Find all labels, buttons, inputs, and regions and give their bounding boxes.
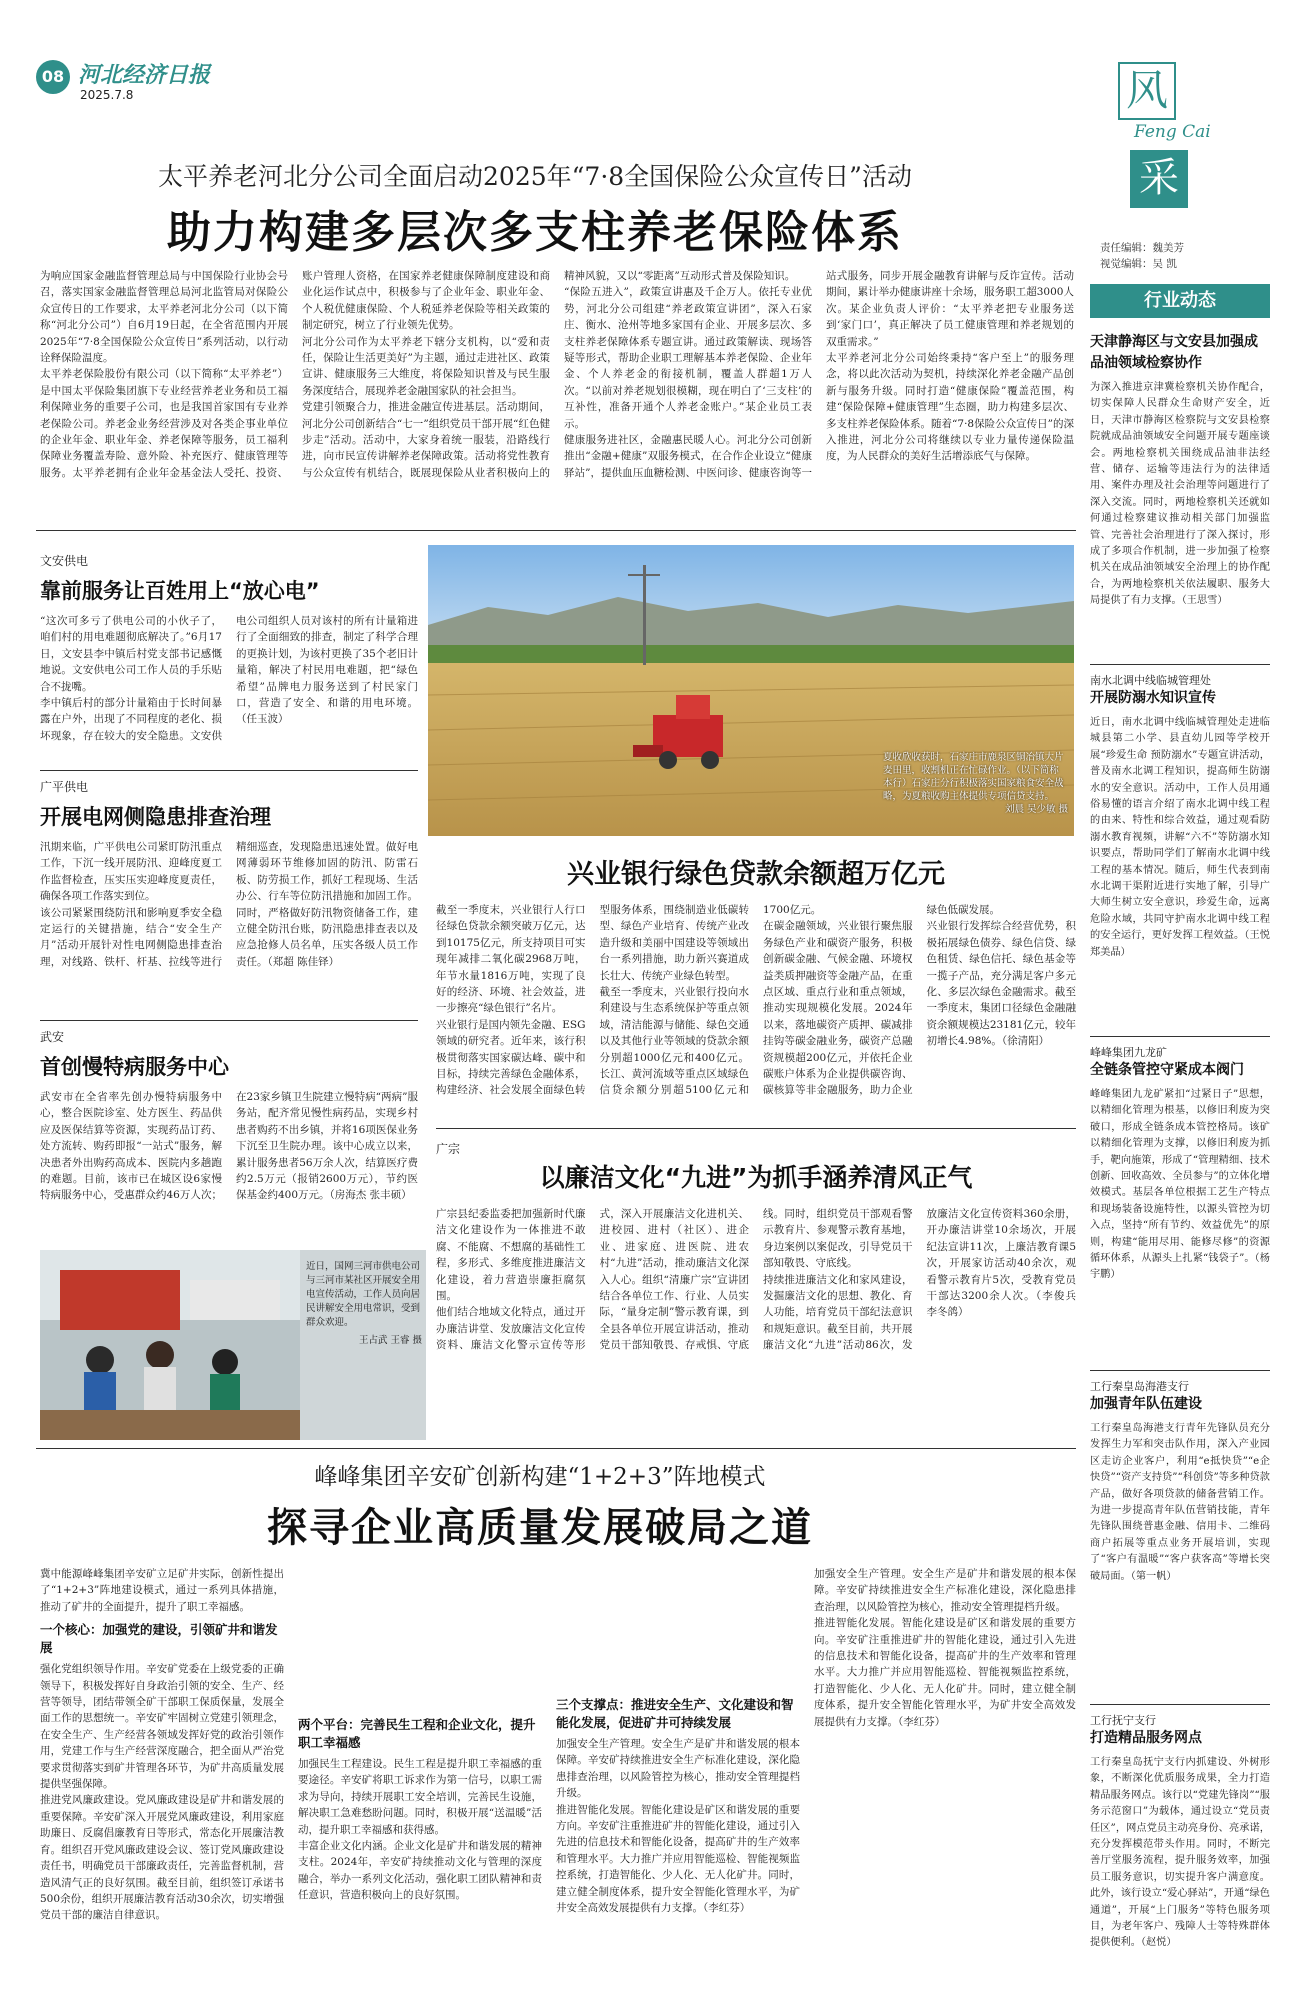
bottom-subhead-1: 一个核心：加强党的建设，引领矿井和谐发展 — [40, 1622, 278, 1656]
right-column — [1090, 284, 1274, 1984]
bottom-headline: 探寻企业高质量发展破局之道 — [267, 1505, 813, 1551]
issue-date: 2025.7.8 — [80, 88, 134, 102]
right-item-1-title: 天津静海区与文安县加强成品油领域检察协作 — [1090, 334, 1258, 371]
lead-kicker: 太平养老河北分公司全面启动2025年“7·8全国保险公众宣传日”活动 — [158, 162, 912, 191]
lead-body: 为响应国家金融监督管理总局与中国保险行业协会号召，落实国家金融监督管理总局河北监管局对保险公众宣传日的工作要求，太平养老河北分公司（以下简称“河北分公司”）自6月19日起，在全省范围内开展2025年“7·8全国保险公众宣传日”系列活动，以行动诠释保险温度。 太平养老保险股份有限公司（以下简称“太平养老”）是中国太平保险集团旗下专业经营养老业务和员工福利保障业务的重要子公司，也是我国首家国有专业养老保险公司。养老金业务经营涉及对各类企事业单位的企业年金、职业年金、养老保障等服务，员工福利保障业务覆盖寿险、意外险、补充医疗、健康管理等服务。太平养老拥有企业年金基金法人受托、投资、账户管理人资格，在国家养老健康保障制度建设和商业化运作试点中，积极参与了企业年金、职业年金、个人税优健康保险、个人税延养老保险等相关政策的制定研究，树立了行业领先优势。 河北分公司作为太平养老下辖分支机构，以“爱和责任，保险让生活更美好”为主题，通过走进社区、政策宣讲、健康服务三大维度，将保险知识普及与民生服务深度结合，展现养老金融国家队的社会担当。 党建引领聚合力，推进金融宣传进基层。活动期间，河北分公司创新结合“七一”组织党员干部开展“红色健步走”活动。活动中，大家身着统一服装，沿路线行进，向市民宣传讲解养老保障政策。活动将党性教育与公众宣传有机结合，既展现保险从业者积极向上的精神风貌，又以“零距离”互动形式普及保险知识。 “保险五进入”，政策宣讲惠及千企万人。依托专业优势，河北分公司组建“养老政策宣讲团”，深入石家庄、衡水、沧州等地多家国有企业、开展多层次、多支柱养老保障体系专题宣讲。通过政策解读、现场答疑等形式，帮助企业职工理解基本养老保险、企业年金、个人养老金的衔接机制，覆盖人群超1万人次。“以前对养老规划很模糊，现在明白了‘三支柱’的互补性，准备开通个人养老金账户。”某企业员工表示。 健康服务进社区，金融惠民暖人心。河北分公司创新推出“金融+健康”双服务模式，在合作企业设立“健康驿站”，提供血压血糖检测、中医问诊、健康咨询等一站式服务，同步开展金融教育讲解与反诈宣传。活动期间，累计举办健康讲座十余场，服务职工超3000人次。某企业负责人评价：“太平养老把专业服务送到‘家门口’，真正解决了员工健康管理和养老规划的双重需求。” 太平养老河北分公司始终秉持“客户至上”的服务理念，将以此次活动为契机，持续深化养老金融产品创新与服务升级。同时打造“健康保险”覆盖范围，构建“保险保障+健康管理”生态圈，助力构建多层次、多支柱养老保险体系。随着“7·8保险公众宣传日”的深入推进，河北分公司将继续以专业力量传递保险温度，为人民群众的美好生活增添底气与保障。 — [40, 270, 1074, 479]
harvest-photo-caption: 夏收欣收获时，石家庄市鹿泉区铜冶镇大片麦田里，收割机正在忙碌作业。（以下简称本行）石家庄分行积极落实国家粮食安全战略，为夏粮收购主体提供专项信贷支持。 刘晨 吴少敏 摄 — [883, 752, 1068, 815]
left-story-1-kicker: 文安供电 — [40, 554, 89, 568]
divider — [436, 1128, 1076, 1129]
divider — [36, 1448, 1076, 1449]
right-item-3-body: 峰峰集团九龙矿紧扣“过紧日子”思想，以精细化管理为根基，以修旧利废为突破口，形成全链条成本管控格局。该矿以精细化管理为支撑，以修旧利废为抓手，靶向施策，形成了“管理精细、技术创新、回收高效、全员参与”的立体化增效模式。基层各单位根据工艺生产特点和现场装备设施特性，以源头管控为切入点，坚持“所有节约、效益优先”的原则，构建“能用尽用、能修尽修”的资源循环体系，从源头上扎紧“钱袋子”。（杨宇鹏） — [1090, 1089, 1270, 1281]
paper-name: 河北经济日报 — [78, 62, 211, 88]
community-photo-credit: 王占武 王睿 摄 — [358, 1335, 422, 1346]
right-item-4-kicker: 工行秦皇岛海港支行 — [1090, 1380, 1189, 1393]
bank-story-body: 截至一季度末，兴业银行人行口径绿色贷款余额突破万亿元，达到10175亿元，所支持项目可实现年减排二氧化碳2968万吨，年节水量1816万吨，实现了良好的经济、环境、社会效益，进一步擦亮“绿色银行”名片。 兴业银行是国内领先金融、ESG领域的研究者。近年来，该行积极贯彻落实国家碳达峰、碳中和目标，持续完善绿色金融体系，构建经济、社会发展全面绿色转型服务体系，围绕制造业低碳转型、绿色产业培育、传统产业改造升级和美丽中国建设等领域出台一系列措施，助力新兴赛道成长壮大、传统产业绿色转型。 截至一季度末，兴业银行投向水利建设与生态系统保护等重点领域，清洁能源与储能、绿色交通以及其他行业等领域的贷款余额分别超1000亿元和400亿元。长江、黄河流域等重点区域绿色信贷余额分别超5100亿元和1700亿元。 在碳金融领域，兴业银行聚焦服务绿色产业和碳资产服务，积极创新碳金融、气候金融、环境权益类质押融资等金融产品，在重点区域、重点行业和重点领域，推动实现规模化发展。2024年以来，落地碳资产质押、碳减排挂钩等碳金融业务，碳资产总融资规模超200亿元，并依托企业碳账户体系为企业提供碳咨询、碳核算等非金融服务，助力企业绿色低碳发展。 兴业银行发挥综合经营优势，积极拓展绿色债券、绿色信贷、绿色租赁、绿色信托、绿色基金等一揽子产品，充分满足客户多元化、多层次绿色金融需求。截至一季度末，集团口径绿色金融融资余额规模达23181亿元，较年初增长4.98%。（徐清阳） — [436, 904, 1076, 1097]
industry-news-label: 行业动态 — [1090, 284, 1270, 318]
bottom-intro: 冀中能源峰峰集团辛安矿立足矿井实际，创新性提出了“1+2+3”阵地建设模式，通过一系列具体措施，推动了矿井的全面提升，提升了职工幸福感。 — [40, 1568, 284, 1613]
divider — [1090, 1370, 1270, 1371]
page-number: 08 — [41, 67, 65, 86]
divider — [1090, 664, 1270, 665]
left-story-3-title: 首创慢特病服务中心 — [40, 1055, 229, 1079]
left-story-3-body: 武安市在全省率先创办慢特病服务中心，整合医院诊室、处方医生、药品供应及医保结算等资源，实现药品订药、处方流转、购药即报“一站式”服务，解决患者外出购药高成本、医院内多趟跑的难题。目前，该市已在城区设6家慢特病服务中心，受惠群众约46万人次；在23家乡镇卫生院建立慢特病“两病”服务站，配齐常见慢性病药品，实现乡村患者购药不出乡镇，并将16项医保业务下沉至卫生院办理。该中心成立以来，累计服务患者56万余人次，结算医疗费约2.5万元（报销2600万元），节约医保基金约400万元。（房海杰 张丰硕） — [40, 1091, 418, 1202]
right-item-1-body: 为深入推进京津冀检察机关协作配合，切实保障人民群众生命财产安全，近日，天津市静海区检察院与文安县检察院就成品油领域安全问题开展专题座谈会。两地检察机关围绕成品油非法经营、储存、运输等违法行为的法律适用、案件办理及社会治理等问题进行了深入交流。同时，两地检察机关还就如何通过检察建议推动相关部门加强监管、完善社会治理进行了深入探讨，形成了多项合作机制，进一步加强了检察机关在成品油领域安全治理上的协作配合，为两地检察机关依法履职、服务大局提供了有力支撑。（王思雪） — [1090, 382, 1270, 607]
left-story-2 — [40, 778, 418, 1011]
bottom-col-1 — [40, 1566, 284, 1976]
right-item-3 — [1090, 1044, 1270, 1349]
bottom-col-2 — [298, 1566, 542, 1976]
left-story-2-kicker: 广平供电 — [40, 780, 89, 794]
right-item-4-body: 工行秦皇岛海港支行青年先锋队员充分发挥生力军和突击队作用，深入产业园区走访企业客户，利用“e抵快贷”“e企快贷”“资产支持贷”“科创贷”等多种贷款产品，做好各项贷款的储备营销工作。为进一步提高青年队伍营销技能，青年先锋队围绕普惠金融、信用卡、二维码商户拓展等重点业务开展培训，实现了“客户有温暖”“客户获客高”等增长突破局面。（第一帆） — [1090, 1423, 1270, 1582]
harvest-photo — [428, 545, 1074, 836]
right-item-4 — [1090, 1378, 1270, 1683]
right-item-2-title: 开展防溺水知识宣传 — [1090, 690, 1216, 706]
bottom-col-4: 加强安全生产管理。安全生产是矿井和谐发展的根本保障。辛安矿持续推进安全生产标准化建设，深化隐患排查治理，以风险管控为核心，推动安全管理提档升级。 推进智能化发展。智能化建设是矿区和谐发展的重要方向。辛安矿注重推进矿井的智能化建设，通过引入先进的信息技术和智能化设备，提高矿井的生产效率和管理水平。大力推广并应用智能巡检、智能视频监控系统，打造智能化、少人化、无人化矿井。同时，建立健全制度体系，提升安全智能化管理水平，为矿井安全高效发展提供有力支撑。（李红芬） — [814, 1568, 1076, 1728]
right-item-2-body: 近日，南水北调中线临城管理处走进临城县第二小学、县直幼儿园等学校开展“珍爱生命 预防溺水”专题宣讲活动，普及南水北调工程知识，提高师生防溺水的安全意识。活动中，工作人员用通俗易懂的语言介绍了南水北调中线工程的由来、特性和综合效益，通过观看防溺水教育视频，讲解“六不”等防溺水知识要点，帮助同学们了解南水北调中线工程的基本情况。随后，师生代表到南水北调干渠附近进行实地了解，引导广大师生树立安全意识，珍爱生命，远离危险水域，共同守护南水北调中线工程的安全运行，更好发挥工程效益。（王悦 郑美晶） — [1090, 717, 1274, 958]
left-story-1-title: 靠前服务让百姓用上“放心电” — [40, 579, 320, 603]
bottom-subhead-3: 三个支撑点：推进安全生产、文化建设和智能化发展，促进矿井可持续发展 — [556, 1697, 794, 1730]
left-story-2-title: 开展电网侧隐患排查治理 — [40, 805, 271, 829]
left-story-3 — [40, 1028, 418, 1237]
bank-story-title: 兴业银行绿色贷款余额超万亿元 — [567, 859, 945, 890]
right-item-2-kicker: 南水北调中线临城管理处 — [1090, 674, 1211, 687]
guangzong-title: 以廉洁文化“九进”为抓手涵养清风正气 — [539, 1163, 973, 1192]
right-item-1 — [1090, 332, 1270, 636]
bottom-para-2: 加强民生工程建设。民生工程是提升职工幸福感的重要途径。辛安矿将职工诉求作为第一信号，以职工需求为导向，持续开展职工安全培训，完善民生设施，解决职工急难愁盼问题。同时，积极开展“送温暖”活动，提升职工幸福感和获得感。 丰富企业文化内涵。企业文化是矿井和谐发展的精神支柱。2024年，辛安矿持续推动文化与管理的深度融合，举办一系列文化活动，强化职工团队精神和责任意识，营造积极向上的良好氛围。 — [298, 1758, 542, 1902]
divider — [1090, 1036, 1270, 1037]
bottom-kicker: 峰峰集团辛安矿创新构建“1+2+3”阵地模式 — [314, 1464, 766, 1490]
right-item-3-kicker: 峰峰集团九龙矿 — [1090, 1046, 1167, 1059]
right-item-5-title: 打造精品服务网点 — [1090, 1730, 1202, 1746]
section-pinyin: Feng Cai — [1134, 122, 1211, 142]
right-item-5-kicker: 工行抚宁支行 — [1090, 1714, 1156, 1727]
left-story-3-kicker: 武安 — [40, 1030, 65, 1044]
divider — [40, 770, 418, 771]
right-item-4-title: 加强青年队伍建设 — [1090, 1396, 1202, 1412]
left-story-2-body: 汛期来临，广平供电公司紧盯防汛重点工作，下沉一线开展防汛、迎峰度夏工作监督检查，压实压实迎峰度夏责任，确保各项工作落实到位。 该公司紧紧围绕防汛和影响夏季安全稳定运行的关键措施，结合“安全生产月”活动开展针对性电网侧隐患排查治理，对线路、铁杆、杆基、拉线等进行精细巡查，发现隐患迅速处置。做好电网薄弱环节维修加固的防汛、防雷石板、防劳损工作，抓好工程现场、生活办公、行车等位防汛措施和加固工作。同时，严格做好防汛物资储备工作，建立健全防汛台账，防汛隐患排查表以及应急抢修人员名单，压实各级人员工作责任。（郑超 陈佳铎） — [40, 841, 418, 968]
right-item-5 — [1090, 1712, 1270, 1977]
left-story-1-body: “这次可多亏了供电公司的小伙子了，咱们村的用电难题彻底解决了。”6月17日，文安县李中镇后村党支部书记感慨地说。文安供电公司工作人员的手乐贴合不拢嘴。 李中镇后村的部分计量箱由于长时间暴露在户外，出现了不同程度的老化、损坏现象，存在较大的安全隐患。文安供电公司组织人员对该村的所有计量箱进行了全面细致的排查，制定了科学合理的更换计划，为该村更换了35个老旧计量箱，解决了村民用电难题，把“绿色希望”品牌电力服务送到了村民家门口，营造了安全、和谐的用电环境。（任玉波） — [40, 615, 418, 742]
page-number-badge — [36, 60, 70, 94]
editor-credit-2: 视觉编辑：吴 凯 — [1100, 258, 1177, 270]
community-photo-graphic — [40, 1250, 300, 1440]
bottom-subhead-2: 两个平台：完善民生工程和企业文化，提升职工幸福感 — [298, 1717, 536, 1750]
bottom-para-3: 加强安全生产管理。安全生产是矿井和谐发展的根本保障。辛安矿持续推进安全生产标准化建设，深化隐患排查治理，以风险管控为核心，推动安全管理提档升级。 推进智能化发展。智能化建设是矿区和谐发展的重要方向。辛安矿注重推进矿井的智能化建设，通过引入先进的信息技术和智能化设备，提高矿井的生产效率和管理水平。大力推广并应用智能巡检、智能视频监控系统，打造智能化、少人化、无人化矿井。同时，建立健全制度体系，提升安全智能化管理水平，为矿井安全高效发展提供有力支撑。（李红芬） — [556, 1738, 800, 1915]
editor-credit-1: 责任编辑：魏美芳 — [1100, 242, 1184, 254]
section-char-top: 风 — [1118, 62, 1176, 120]
section-logo — [1118, 62, 1211, 214]
community-photo-caption: 近日，国网三河市供电公司与三河市某社区开展安全用电宣传活动，工作人员向居民讲解安全用电常识，受到群众欢迎。 王占武 王睿 摄 — [306, 1261, 422, 1346]
right-item-5-body: 工行秦皇岛抚宁支行内抓建设、外树形象，不断深化优质服务成果，全力打造精品服务网点。该行以“党建先锋岗”“服务示范窗口”为载体，通过设立“党员责任区”，网点党员主动亮身份、亮承诺，充分发挥模范带头作用。同时，不断完善厅堂服务流程，提升服务效率，加强员工服务意识，切实提升客户满意度。此外，该行设立“爱心驿站”，开通“绿色通道”，开展“上门服务”等特色服务项目，为老年客户、残障人士等特殊群体提供便利。（赵悦） — [1090, 1757, 1270, 1949]
section-char-bottom: 采 — [1130, 150, 1188, 208]
guangzong-body: 广宗县纪委监委把加强新时代廉洁文化建设作为一体推进不敢腐、不能腐、不想腐的基础性工程，多形式、多维度推进廉洁文化建设，着力营造崇廉拒腐氛围。 他们结合地域文化特点，通过开办廉洁讲堂、发放廉洁文化宣传资料、廉洁文化警示宣传等形式，深入开展廉洁文化进机关、进校园、进村（社区）、进企业、进家庭、进医院、进农村“九进”活动，推动廉洁文化深入人心。组织“清廉广宗”宣讲团结合各单位工作、行业、人员实际，“量身定制”警示教育课，到全县各单位开展宣讲活动，推动党员干部知敬畏、存戒惧、守底线。同时，组织党员干部观看警示教育片、参观警示教育基地，身边案例以案促改，引导党员干部知敬畏、守底线。 持续推进廉洁文化和家风建设，发掘廉洁文化的思想、教化、育人功能，培育党员干部纪法意识和规矩意识。截至目前，共开展廉洁文化“九进”活动86次，发放廉洁文化宣传资料360余册，开办廉洁讲堂10余场次，开展纪法宣讲11次，上廉洁教育课5次，开展家访活动40余次，观看警示教育片5次，受教育党员干部达3200余人次。（李俊兵 李冬鸽） — [436, 1208, 1076, 1352]
bottom-col-3 — [556, 1566, 800, 1976]
right-item-3-title: 全链条管控守紧成本阀门 — [1090, 1062, 1244, 1078]
lead-headline: 助力构建多层次多支柱养老保险体系 — [167, 207, 903, 258]
divider — [40, 1020, 418, 1021]
right-item-2 — [1090, 672, 1274, 1015]
community-photo — [40, 1250, 426, 1440]
divider — [36, 530, 1076, 531]
guangzong-kicker: 广宗 — [436, 1142, 461, 1156]
left-story-1 — [40, 552, 418, 761]
harvest-photo-credit: 刘晨 吴少敏 摄 — [1004, 804, 1068, 815]
divider — [1090, 1704, 1270, 1705]
bottom-para-1: 强化党组织领导作用。辛安矿党委在上级党委的正确领导下，积极发挥好自身政治引领的安全、生产、经营等领导，团结带领全矿干部职工保质保量，发展全面工作的思想统一。辛安矿牢固树立党建引领理念，在安全生产、生产经营各领域发挥好党的政治引领作用，党建工作与生产经营深度融合，把全面从严治党要求贯彻落实到矿井管理各环节，为矿井高质量发展提供坚强保障。 推进党风廉政建设。党风廉政建设是矿井和谐发展的重要保障。辛安矿深入开展党风廉政建设，利用家庭助廉日、反腐倡廉教育日等形式，常态化开展廉洁教育。组织召开党风廉政建设会议、签订党风廉政建设责任书，明确党员干部廉政责任，完善监督机制，营造风清气正的良好氛围。截至目前，组织签订承诺书500余份，组织开展廉洁教育活动30余次，切实增强党员干部的廉洁自律意识。 — [40, 1663, 284, 1922]
